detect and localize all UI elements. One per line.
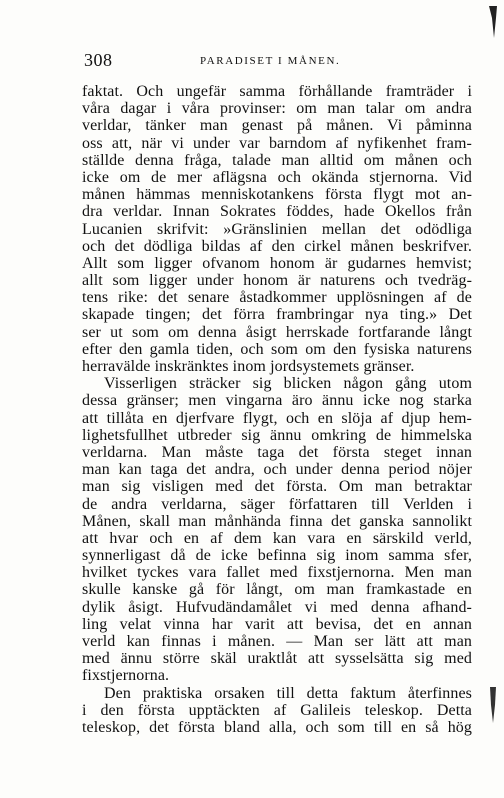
text-line: ser ut som om denna åsigt herrskade fortfarande långt (82, 323, 472, 341)
text-line: Den praktiska orsaken till detta faktum återfinnes (104, 684, 472, 702)
text-line: de andra verldarna, säger författaren till Verlden i (82, 495, 472, 513)
text-line: efter den gamla tiden, och som om den fysiska naturens (82, 340, 472, 358)
text-line: teleskop, det första bland alla, och som till en så hög (82, 718, 472, 736)
text-line: med ännu större skäl uraktlåt att sysselsätta sig med (82, 650, 472, 668)
text-line: verldarna. Man måste taga det första steget innan (82, 443, 472, 461)
text-line: i den första upptäckten af Galileis teleskop. Detta (82, 701, 472, 719)
text-line: fixstjernorna. (82, 667, 170, 685)
text-line: icke om de mer aflägsna och okända stjernorna. Vid (82, 168, 472, 186)
page-edge-mark (486, 4, 500, 44)
text-line: månen hämmas menniskotankens första flygt mot an- (82, 186, 472, 204)
body-text (82, 83, 472, 736)
page-number: 308 (84, 50, 113, 70)
text-line: våra dagar i våra provinser: om man talar om andra (82, 100, 472, 118)
text-line: tens rike: det senare åstadkommer upplösningen af de (82, 289, 472, 307)
text-line: och det dödliga bildas af den cirkel månen beskrifver. (82, 237, 472, 255)
text-line: att hvar och en af dem kan vara en särskild verld, (82, 529, 472, 547)
text-line: skulle kanske gå för långt, om man framkastade en (82, 581, 472, 599)
text-line: Månen, skall man månhända finna det ganska sannolikt (82, 512, 472, 530)
text-line: ling velat vinna har varit att bevisa, det en annan (82, 615, 472, 633)
running-head (84, 50, 464, 70)
text-line: synnerligast då de icke befinna sig inom samma sfer, (82, 547, 472, 565)
text-line: att tillåta en djerfvare flygt, och en slöja af djup hem- (82, 409, 472, 427)
text-line: oss att, när vi under var barndom af nyfikenhet fram- (82, 134, 472, 152)
text-line: skapade tingen; det förra frambringar nya ting.» Det (82, 306, 472, 324)
page-edge-mark (486, 685, 500, 725)
text-line: Lucanien skrifvit: »Gränslinien mellan det odödliga (82, 220, 472, 238)
text-line: man kan taga det andra, och under denna period nöjer (82, 461, 472, 479)
text-line: allt som ligger under honom är naturens och tvedräg- (82, 272, 472, 290)
text-line: Allt som ligger ofvanom honom är gudarnes hemvist; (82, 254, 472, 272)
text-line: verldar, tänker man genast på månen. Vi påminna (82, 117, 472, 135)
text-line: ställde denna fråga, talade man alltid om månen och (82, 151, 472, 169)
text-line: hvilket tyckes vara fallet med fixstjernorna. Men man (82, 564, 472, 582)
text-line: faktat. Och ungefär samma förhållande framträder i (82, 83, 472, 100)
text-line: dessa gränser; men vingarna äro ännu icke nog starka (82, 392, 472, 410)
text-line: dylik åsigt. Hufvudändamålet vi med denna afhand- (82, 598, 472, 616)
text-line: man sig visligen med det första. Om man betraktar (82, 478, 472, 496)
text-line: lighetsfullhet utbreder sig ännu omkring de himmelska (82, 426, 472, 444)
text-line: verld kan finnas i månen. — Man ser lätt att man (82, 633, 472, 650)
text-line: Visserligen sträcker sig blicken någon gång utom (104, 375, 472, 393)
text-line: herravälde inskränktes inom jordsystemets gränser. (82, 358, 415, 375)
running-title: PARADISET I MÅNEN. (200, 55, 341, 67)
text-line: dra verldar. Innan Sokrates föddes, hade Okellos från (82, 203, 472, 221)
